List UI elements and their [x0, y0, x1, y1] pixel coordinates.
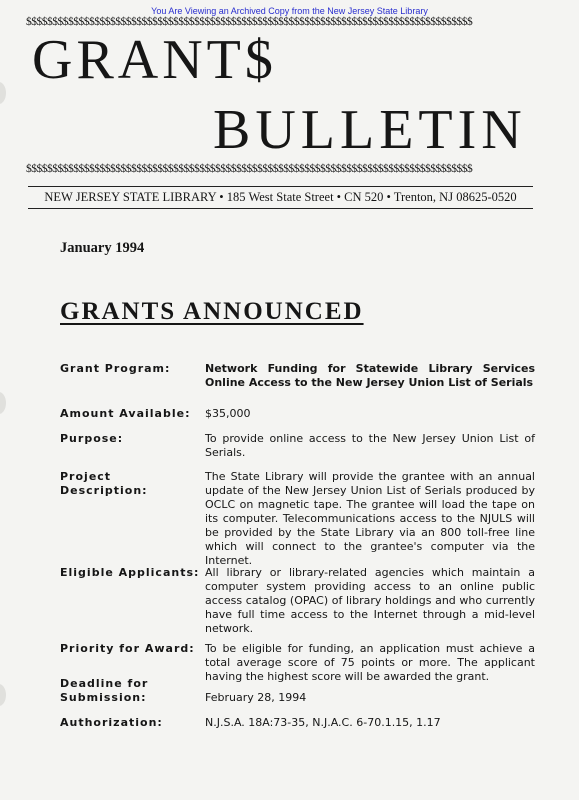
dollar-border-bottom: $$$$$$$$$$$$$$$$$$$$$$$$$$$$$$$$$$$$$$$$$$$$$$$$$$$$$$$$$$$$$$$$$$$$$$$$$$$$$$$$$$$$$ [26, 163, 473, 175]
authorization-label: Authorization: [60, 716, 163, 729]
eligible-applicants-value: All library or library-related agencies which maintain a computer system providing access to an online public access catalog (OPAC) of library holdings and who currently have full time access to the Internet through a mid-level network. [205, 566, 535, 635]
section-title: GRANTS ANNOUNCED [60, 298, 364, 325]
dollar-border-top: $$$$$$$$$$$$$$$$$$$$$$$$$$$$$$$$$$$$$$$$$$$$$$$$$$$$$$$$$$$$$$$$$$$$$$$$$$$$$$$$$$$$$ [26, 16, 473, 28]
purpose-value: To provide online access to the New Jersey Union List of Serials. [205, 432, 535, 459]
deadline-value: February 28, 1994 [205, 691, 307, 704]
priority-for-award-value: To be eligible for funding, an application must achieve a total average score of 75 points or more. The applicant having the highest score will be awarded the grant. [205, 642, 535, 683]
eligible-applicants-label: Eligible Applicants: [60, 566, 200, 579]
issue-date: January 1994 [60, 240, 145, 256]
masthead-title-grants: GRANT$ [32, 29, 277, 91]
priority-for-award-label: Priority for Award: [60, 642, 195, 655]
amount-available-label: Amount Available: [60, 407, 191, 420]
amount-available-value: $35,000 [205, 407, 251, 420]
purpose-label: Purpose: [60, 432, 124, 445]
masthead-title-bulletin: BULLETIN [213, 99, 527, 161]
authorization-value: N.J.S.A. 18A:73-35, N.J.A.C. 6-70.1.15, 1.17 [205, 716, 441, 729]
library-address: NEW JERSEY STATE LIBRARY • 185 West State Street • CN 520 • Trenton, NJ 08625-0520 [44, 190, 517, 204]
punch-hole [0, 684, 6, 706]
grant-program-label: Grant Program: [60, 362, 171, 375]
masthead-rule-top [28, 186, 533, 187]
grant-program-value: Network Funding for Statewide Library Services Online Access to the New Jersey Union List of Serials [205, 362, 535, 389]
project-description-value: The State Library will provide the grantee with an annual update of the New Jersey Union List of Serials produced by OCLC on magnetic tape. The grantee will load the tape on its computer. Telecommunications access to the NJULS will be provided by the State Library via an 800 toll-free line which will connect to the grantee's computer via the Internet. [205, 470, 535, 567]
deadline-label: Deadline for Submission: [60, 677, 149, 704]
project-description-label: Project Description: [60, 470, 148, 497]
archive-watermark: You Are Viewing an Archived Copy from the New Jersey State Library [151, 6, 428, 16]
masthead-rule-bottom [28, 208, 533, 209]
punch-hole [0, 392, 6, 414]
punch-hole [0, 82, 6, 104]
